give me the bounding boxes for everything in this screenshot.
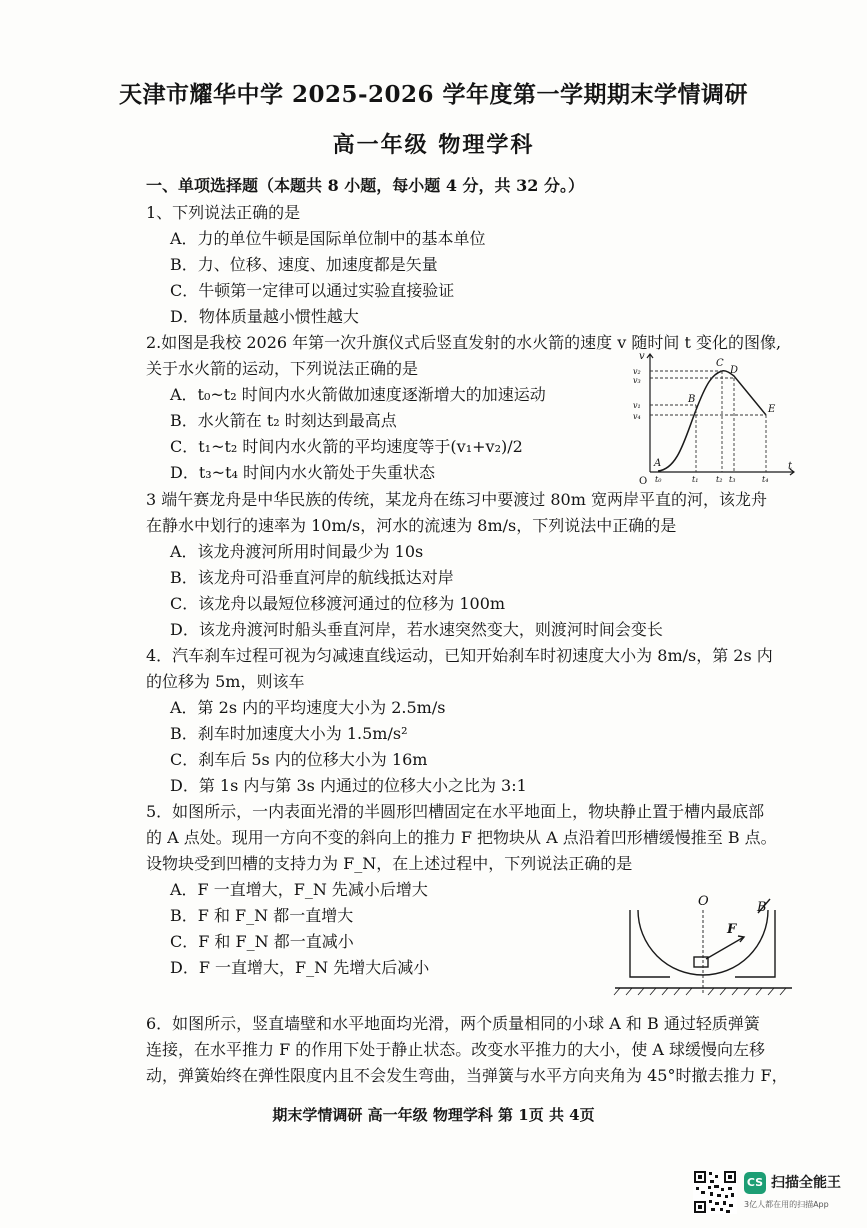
- q3-stem-line2: 在静水中划行的速率为 10m/s，河水的流速为 8m/s，下列说法中正确的是: [146, 516, 677, 535]
- q3-option-b: B．该龙舟可沿垂直河岸的航线抵达对岸: [170, 568, 454, 587]
- page-footer: 期末学情调研 高一年级 物理学科 第 1页 共 4页: [272, 1106, 595, 1124]
- q5-stem-line1: 5．如图所示，一内表面光滑的半圆形凹槽固定在水平地面上，物块静止置于槽内最底部: [146, 802, 765, 821]
- q2-stem-line2: 关于水火箭的运动，下列说法正确的是: [146, 359, 419, 378]
- q2-stem-line1: 2.如图是我校 2026 年第一次升旗仪式后竖直发射的水火箭的速度 v 随时间 t 变化的图像,: [146, 333, 782, 352]
- q2-option-b: B．水火箭在 t₂ 时刻达到最高点: [170, 411, 397, 430]
- tick-t4: t₄: [762, 475, 769, 484]
- force-f-label: F: [727, 922, 737, 937]
- point-b-label: B: [688, 394, 696, 405]
- point-e-label: E: [768, 404, 776, 415]
- scanner-app-name: 扫描全能王: [771, 1175, 841, 1191]
- tick-t2: t₂: [716, 475, 723, 484]
- q4-option-b: B．刹车时加速度大小为 1.5m/s²: [170, 724, 408, 743]
- tick-v2: v₂: [633, 367, 641, 376]
- q1-stem: 1、下列说法正确的是: [146, 203, 301, 222]
- q1-option-d: D．物体质量越小惯性越大: [170, 307, 359, 326]
- q2-option-a: A．t₀~t₂ 时间内水火箭做加速度逐渐增大的加速运动: [170, 385, 546, 404]
- tick-t1: t₁: [692, 475, 699, 484]
- q3-option-d: D．该龙舟渡河时船头垂直河岸，若水速突然变大，则渡河时间会变长: [170, 620, 663, 639]
- t-axis-label: t: [788, 461, 793, 472]
- tick-v1: v₁: [633, 401, 641, 410]
- velocity-curve: [658, 371, 766, 471]
- v-axis-label: v: [639, 351, 645, 362]
- q6-stem-line1: 6．如图所示，竖直墙壁和水平地面均光滑，两个质量相同的小球 A 和 B 通过轻质弹簧: [146, 1014, 760, 1033]
- q4-stem-line1: 4．汽车刹车过程可视为匀减速直线运动，已知开始刹车时初速度大小为 8m/s，第 2s 内: [146, 646, 773, 665]
- q6-stem-line2: 连接，在水平推力 F 的作用下处于静止状态。改变水平推力的大小，使 A 球缓慢向左移: [146, 1040, 766, 1059]
- exam-subtitle: 高一年级 物理学科: [332, 132, 535, 158]
- q3-option-c: C．该龙舟以最短位移渡河通过的位移为 100m: [170, 594, 506, 613]
- groove-figure: [610, 885, 795, 1000]
- center-o-label: O: [698, 894, 709, 909]
- scanner-logo-icon: CS: [744, 1172, 766, 1194]
- scanner-tagline: 3亿人都在用的扫描App: [744, 1200, 829, 1209]
- q2-option-d: D．t₃~t₄ 时间内水火箭处于失重状态: [170, 463, 436, 482]
- q4-stem-line2: 的位移为 5m，则该车: [146, 672, 305, 691]
- exam-title: 天津市耀华中学 2025-2026 学年度第一学期期末学情调研: [118, 81, 749, 108]
- q3-stem-line1: 3 端午赛龙舟是中华民族的传统，某龙舟在练习中要渡过 80m 宽两岸平直的河，该龙舟: [146, 490, 767, 509]
- q5-option-d: D．F 一直增大，F_N 先增大后减小: [170, 958, 430, 977]
- q4-option-c: C．刹车后 5s 内的位移大小为 16m: [170, 750, 428, 769]
- tick-v3: v₃: [633, 376, 641, 385]
- point-b-label: B: [757, 900, 767, 915]
- origin-label: O: [639, 476, 648, 487]
- q3-option-a: A．该龙舟渡河所用时间最少为 10s: [170, 542, 424, 561]
- q1-option-b: B．力、位移、速度、加速度都是矢量: [170, 255, 438, 274]
- force-arrow: [706, 937, 744, 959]
- q5-option-b: B．F 和 F_N 都一直增大: [170, 906, 354, 925]
- velocity-time-graph: [630, 348, 800, 488]
- q5-stem-line2: 的 A 点处。现用一方向不变的斜向上的推力 F 把物块从 A 点沿着凹形槽缓慢推至 B 点。: [146, 828, 777, 847]
- q5-option-a: A．F 一直增大，F_N 先减小后增大: [170, 880, 428, 899]
- ground-hatch: [614, 988, 786, 995]
- qr-code-icon: [693, 1170, 737, 1214]
- groove-left-wall: [630, 910, 670, 977]
- point-d-label: D: [730, 365, 739, 376]
- q1-option-a: A．力的单位牛顿是国际单位制中的基本单位: [170, 229, 486, 248]
- q5-stem-line3: 设物块受到凹槽的支持力为 F_N，在上述过程中，下列说法正确的是: [146, 854, 633, 873]
- q4-option-a: A．第 2s 内的平均速度大小为 2.5m/s: [170, 698, 446, 717]
- tick-v4: v₄: [633, 412, 641, 421]
- q1-option-c: C．牛顿第一定律可以通过实验直接验证: [170, 281, 455, 300]
- q4-option-d: D．第 1s 内与第 3s 内通过的位移大小之比为 3:1: [170, 776, 527, 795]
- point-c-label: C: [716, 358, 724, 369]
- section-heading: 一、单项选择题（本题共 8 小题，每小题 4 分，共 32 分。）: [146, 176, 584, 195]
- point-a-label: A: [654, 458, 662, 469]
- tick-t3: t₃: [729, 475, 736, 484]
- groove-right-wall: [735, 910, 775, 977]
- q5-option-c: C．F 和 F_N 都一直减小: [170, 932, 354, 951]
- q6-stem-line3: 动，弹簧始终在弹性限度内且不会发生弯曲，当弹簧与水平方向夹角为 45°时撤去推力 F，: [146, 1066, 788, 1085]
- tick-t0: t₀: [655, 475, 662, 484]
- q2-option-c: C．t₁~t₂ 时间内水火箭的平均速度等于(v₁+v₂)/2: [170, 437, 523, 456]
